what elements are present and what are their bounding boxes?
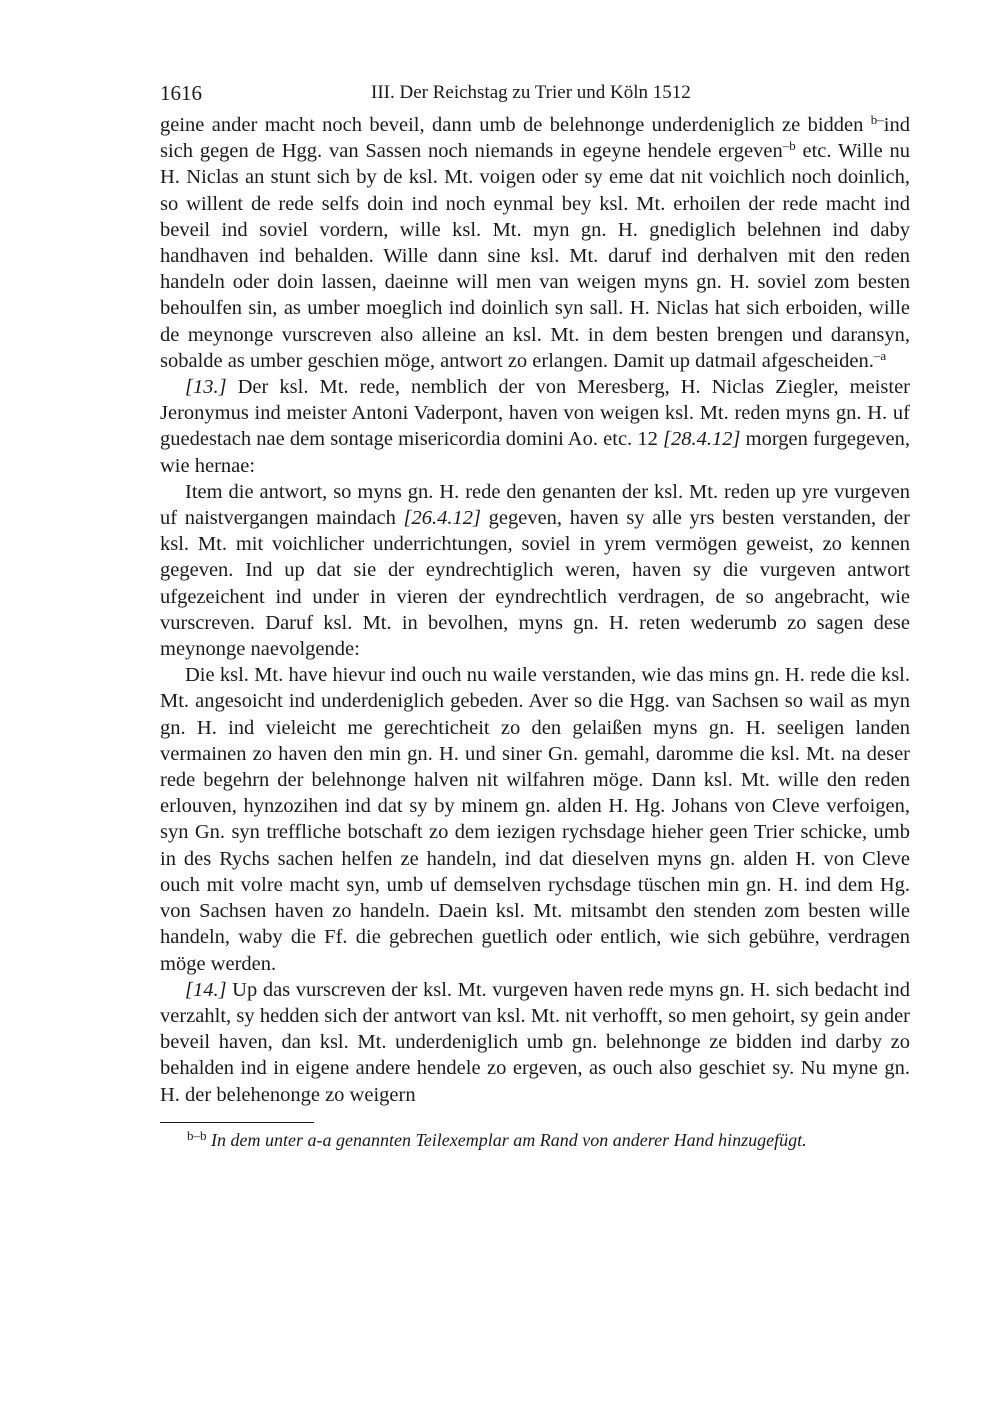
variant-mark-close: –a <box>873 347 887 363</box>
page <box>160 78 910 1152</box>
paragraph-13 <box>160 374 910 479</box>
section-number: [14.] <box>185 978 227 1001</box>
text-span: Der ksl. Mt. rede, nemblich der von Meresberg, H. Niclas Ziegler, meister Jeronymus ind meister Antoni Vaderpont, haven von weigen ksl. Mt. reden myns gn. H. uf guedestach nae dem sontage misericordia domini Ao. etc. 12 <box>160 376 910 451</box>
variant-mark-open: b– <box>870 112 884 127</box>
paragraph-die-ksl <box>160 662 910 976</box>
text-span: gegeven, haven sy alle yrs besten verstanden, der ksl. Mt. mit voichlicher underrichtungen, soviel in yrem vermögen geweist, zo kennen gegeven. Ind up dat sie der eyndrechtiglich weren, haven sy die vurgeven antwort ufgezeichent ind under in vieren der eyndrechtlich verdragen, de so angebracht, wie vurscreven. Daruf ksl. Mt. in bevolhen, myns gn. H. reten wederumb zo sagen dese meynonge naevolgende: <box>160 507 910 661</box>
footnote-mark: b–b <box>187 1127 207 1143</box>
section-number: [13.] <box>185 376 227 399</box>
running-title: III. Der Reichstag zu Trier und Köln 1512 <box>371 82 691 103</box>
text-span: etc. Wille nu H. Niclas an stunt sich by de ksl. Mt. voigen oder sy eme dat nit voichlich noch doinlich, so willent de rede selfs doin ind noch eynmal bey ksl. Mt. erhoilen der rede macht ind beveil ind soviel vordern, wille ksl. Mt. myn gn. H. gnediglich belehnen ind daby handhaven ind behalden. Wille dann sine ksl. Mt. daruf ind derhalven mit den reden handeln oder doin lassen, daeinne will men van weigen myns gn. H. soviel zom besten behoulfen sin, as umber moeglich ind doinlich syn sall. H. Niclas hat sich erboiden, wille de meynonge vurscreven also alleine an ksl. Mt. in dem besten brengen und daransyn, sobalde as umber geschien möge, antwort zo erlangen. Damit up datmail afgescheiden. <box>160 140 910 372</box>
date-annotation: [28.4.12] <box>663 428 741 451</box>
text-span: ind sich gegen de Hgg. van Sassen noch niemands in egeyne hendele ergeven <box>160 114 910 163</box>
page-number: 1616 <box>160 81 202 105</box>
body-text <box>160 112 910 1108</box>
date-annotation: [26.4.12] <box>403 507 481 530</box>
text-span: Up das vurscreven der ksl. Mt. vurgeven haven rede myns gn. H. sich bedacht ind verzahlt, sy hedden sich der antwort van ksl. Mt. nit verhofft, so men gehoirt, sy gein ander beveil haven, dan ksl. Mt. underdeniglich umb gn. belehnonge ze bidden ind darby zo behalden ind in eigene andere hendele zo ergeven, as ouch also geschiet sy. Nu myne gn. H. der belehenonge zo weigern <box>160 978 910 1106</box>
paragraph-continued <box>160 112 910 374</box>
paragraph-14 <box>160 977 910 1108</box>
text-span: Item die antwort, so myns gn. H. rede den genanten der ksl. Mt. reden up yre vurgeven uf naistvergangen maindach <box>160 480 910 530</box>
text-span: geine ander macht noch beveil, dann umb de belehnonge underdeniglich ze bidden <box>160 114 871 136</box>
footnote-text: In dem unter a-a genannten Teilexemplar am Rand von anderer Hand hinzugefügt. <box>206 1129 807 1150</box>
paragraph-item <box>160 479 910 662</box>
footnote-rule <box>160 1122 314 1123</box>
footnote <box>160 1128 910 1152</box>
text-span: Die ksl. Mt. have hievur ind ouch nu waile verstanden, wie das mins gn. H. rede die ksl. Mt. angesoicht ind underdeniglich gebeden. Aver so die Hgg. van Sachsen so wail as myn gn. H. ind vieleicht me gerechticheit zo den gelaißen myns gn. H. seeligen landen vermainen zo haven den min gn. H. und siner Gn. gemahl, daromme die ksl. Mt. na deser rede begehrn der belehnonge halven nit wilfahren möge. Dann ksl. Mt. wille den reden erlouven, hynzozihen ind dat sy by minem gn. alden H. Hg. Johans von Cleve verfoigen, syn Gn. syn treffliche botschaft zo dem iezigen rychsdage hieher geen Trier schicke, umb in des Rychs sachen helfen ze handeln, ind dat dieselven myns gn. alden H. von Cleve ouch mit volre macht syn, umb uf demselven rychsdage tüschen min gn. H. ind dem Hg. von Sachsen haven zo handeln. Daein ksl. Mt. mitsambt den stenden zom besten wille handeln, waby die Ff. die gebrechen guetlich oder entlich, wie sich gebühre, verdragen möge werden. <box>160 664 910 975</box>
variant-mark-close: –b <box>782 138 796 154</box>
text-span: morgen furgegeven, wie hernae: <box>160 428 910 477</box>
page-header <box>160 78 910 108</box>
